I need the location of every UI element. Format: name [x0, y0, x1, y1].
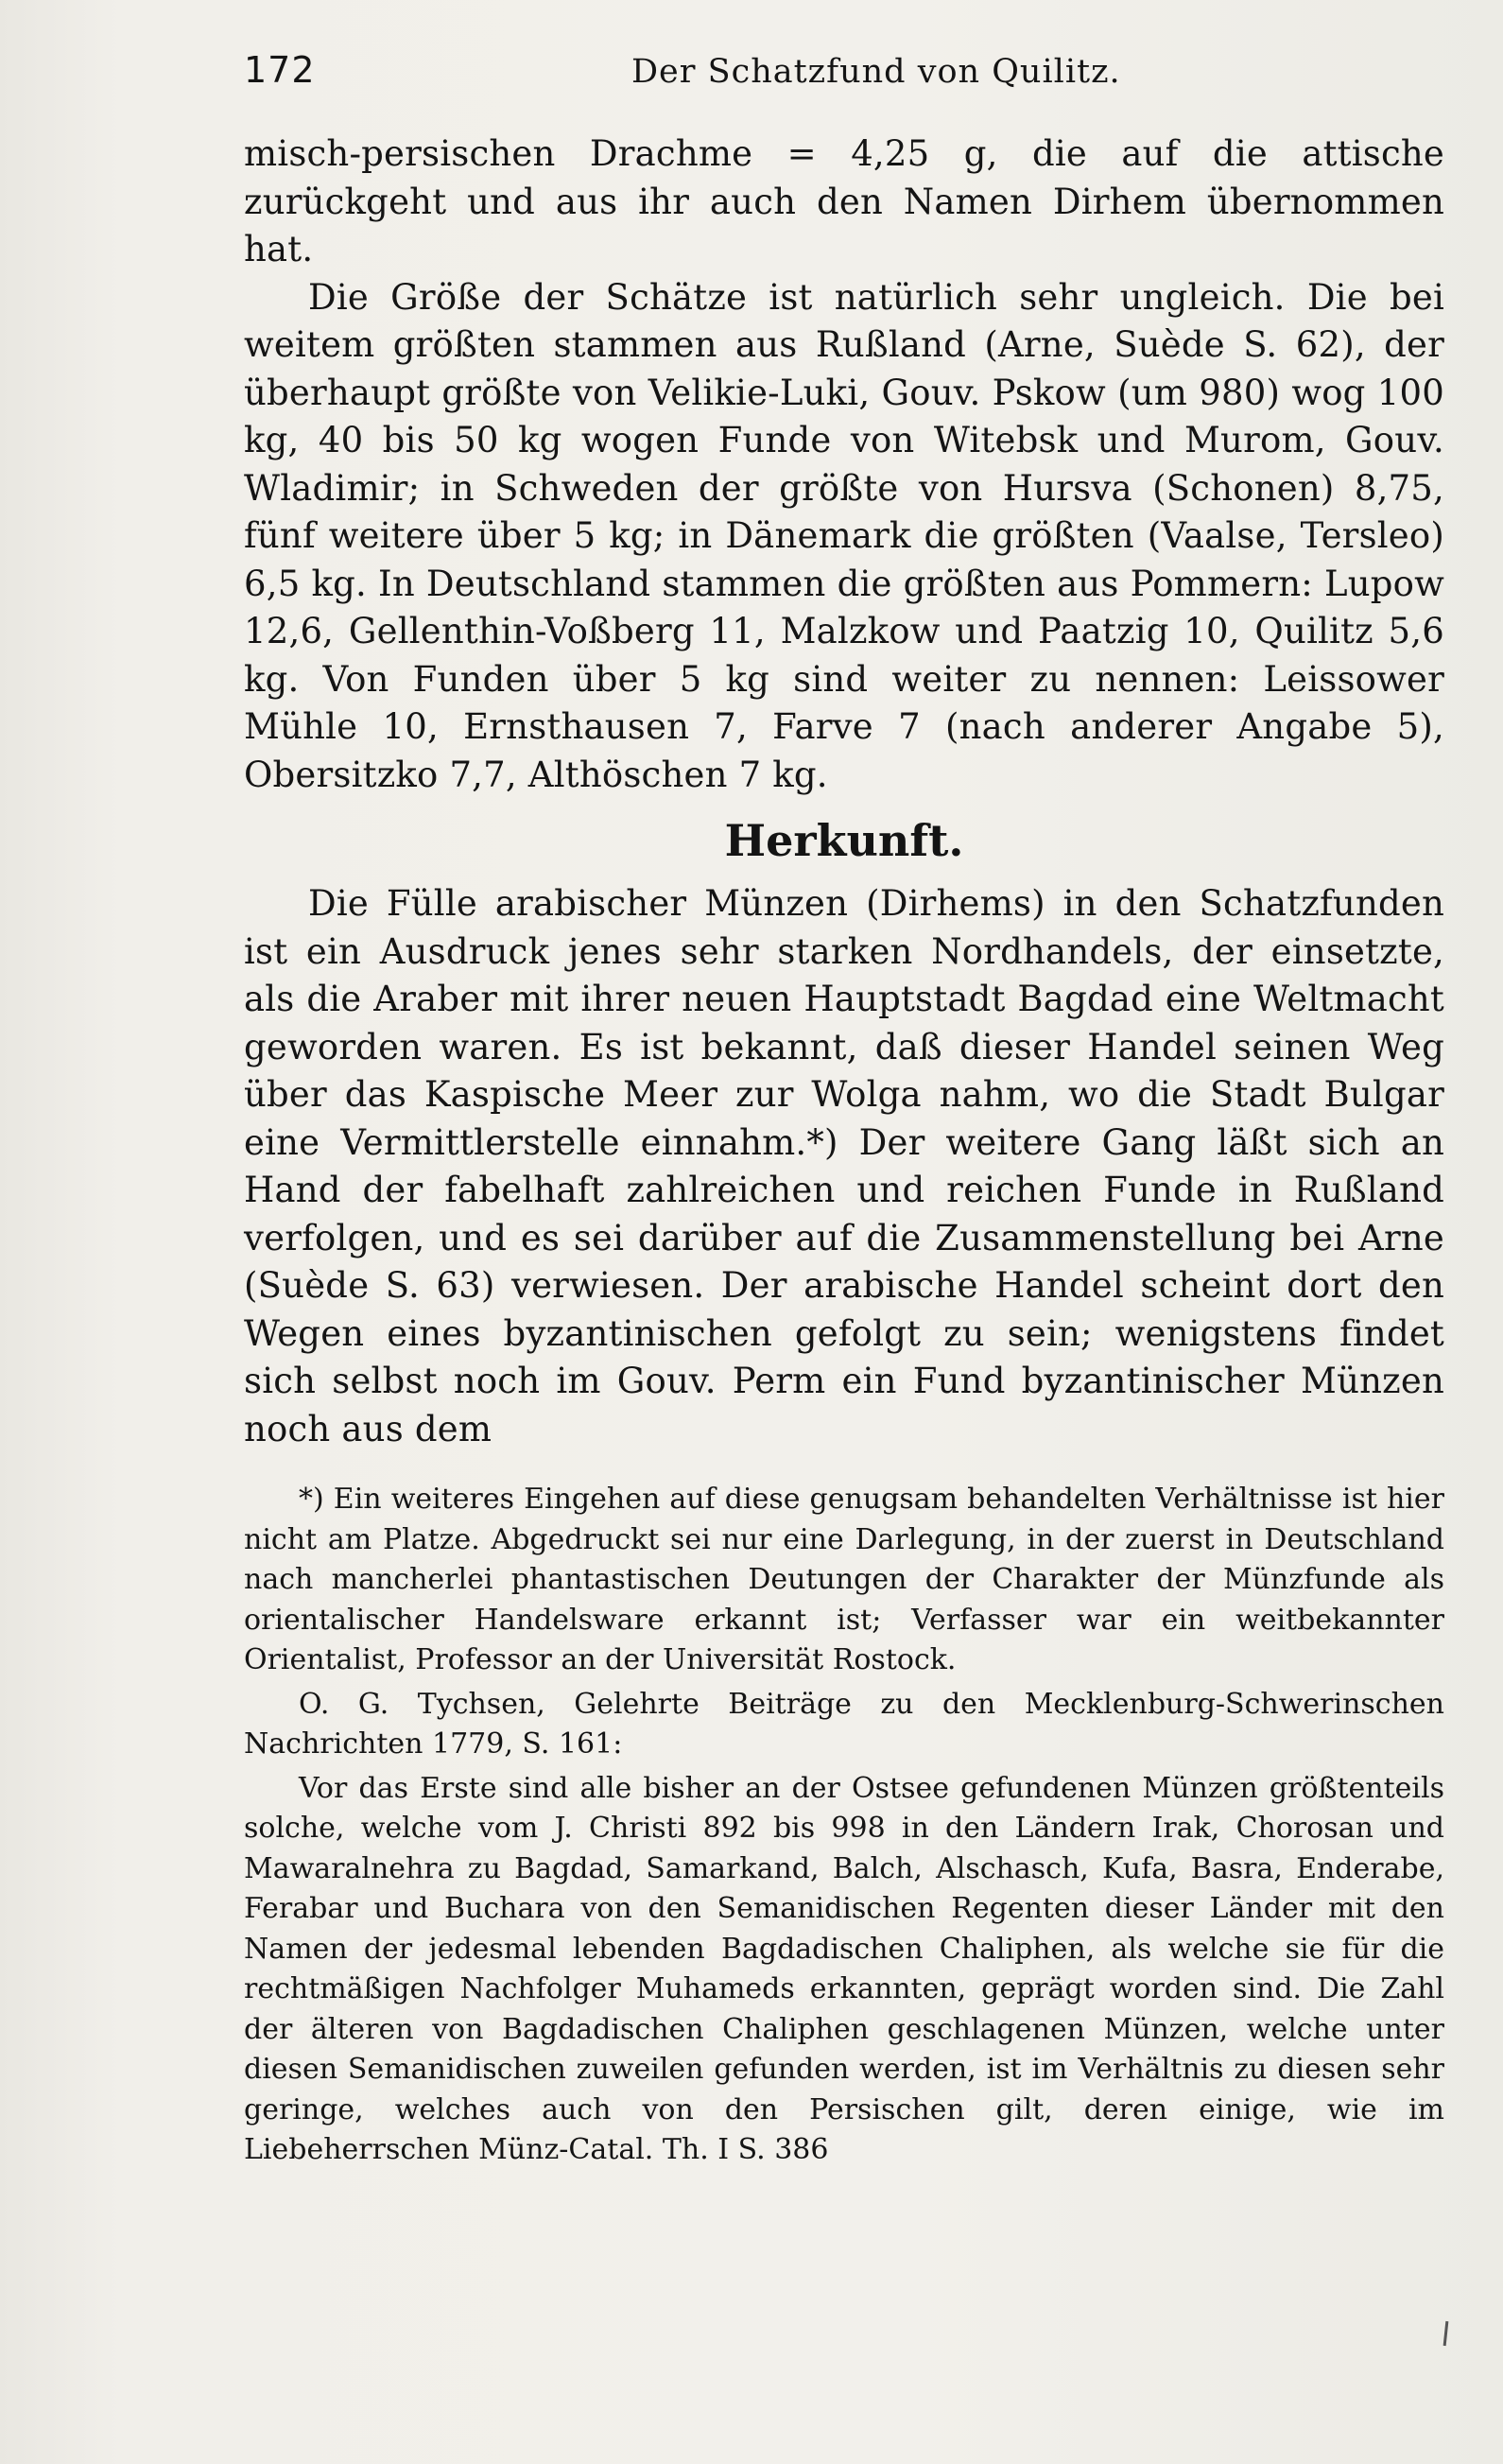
footnote-main: *) Ein weiteres Eingehen auf diese genugsam behandelten Verhältnisse ist hier nicht am Platze. Abgedruckt sei nur eine Darlegung, in der zuerst in Deutschland nach mancherlei phantastischen Deutungen der Charakter der Münzfunde als orientalischer Handelsware erkannt ist; Verfasser war ein weitbekannter Orientalist, Professor an der Universität Rostock. — [244, 1483, 1444, 1676]
margin-mark — [1443, 2321, 1449, 2346]
paragraph-hoard-sizes: Die Größe der Schätze ist natürlich sehr ungleich. Die bei weitem größten stammen aus Rußland (Arne, Suède S. 62), der überhaupt größte von Velikie-Luki, Gouv. Pskow (um 980) wog 100 kg, 40 bis 50 kg wogen Funde von Witebsk und Murom, Gouv. Wladimir; in Schweden der größte von Hursva (Schonen) 8,75, fünf weitere über 5 kg; in Dänemark die größten (Vaalse, Tersleo) 6,5 kg. In Deutschland stammen die größten aus Pommern: Lupow 12,6, Gellenthin-Voßberg 11, Malzkow und Paatzig 10, Quilitz 5,6 kg. Von Funden über 5 kg sind weiter zu nennen: Leissower Mühle 10, Ernsthausen 7, Farve 7 (nach anderer Angabe 5), Obersitzko 7,7, Althöschen 7 kg. — [244, 276, 1444, 795]
page-number: 172 — [244, 49, 316, 91]
main-text — [244, 130, 1444, 1453]
footnotes — [244, 1480, 1444, 2171]
page-header — [244, 49, 1444, 96]
footnote-citation: O. G. Tychsen, Gelehrte Beiträge zu den Mecklenburg-Schwerinschen Nachrichten 1779, S. 161: — [244, 1687, 1444, 1761]
section-heading: Herkunft. — [724, 815, 964, 866]
footnote-quotation: Vor das Erste sind alle bisher an der Ostsee gefundenen Münzen größtenteils solche, welche vom J. Christi 892 bis 998 in den Ländern Irak, Chorosan und Mawaralnehra zu Bagdad, Samarkand, Balch, Alschasch, Kufa, Basra, Enderabe, Ferabar und Buchara von den Semanidischen Regenten dieser Länder mit den Namen der jedesmal lebenden Bagdadischen Chaliphen, als welche sie für die rechtmäßigen Nachfolger Muhameds erkannten, geprägt worden sind. Die Zahl der älteren von Bagdadischen Chaliphen geschlagenen Münzen, welche unter diesen Semanidischen zuweilen gefunden werden, ist im Verhältnis zu diesen sehr geringe, welches auch von den Persischen gilt, deren einige, wie im Liebeherrschen Münz-Catal. Th. I S. 386 — [244, 1771, 1444, 2166]
paragraph-origin: Die Fülle arabischer Münzen (Dirhems) in den Schatzfunden ist ein Ausdruck jenes sehr starken Nordhandels, der einsetzte, als die Araber mit ihrer neuen Hauptstadt Bagdad eine Weltmacht geworden waren. Es ist bekannt, daß dieser Handel seinen Weg über das Kaspische Meer zur Wolga nahm, wo die Stadt Bulgar eine Vermittlerstelle einnahm.*) Der weitere Gang läßt sich an Hand der fabelhaft zahlreichen und reichen Funde in Rußland verfolgen, und es sei darüber auf die Zusammenstellung bei Arne (Suède S. 63) verwiesen. Der arabische Handel scheint dort den Wegen eines byzantinischen gefolgt zu sein; wenigstens findet sich selbst noch im Gouv. Perm ein Fund byzantinischer Münzen noch aus dem — [244, 883, 1444, 1449]
running-title: Der Schatzfund von Quilitz. — [631, 53, 1121, 91]
paragraph-continuation: misch-persischen Drachme = 4,25 g, die auf die attische zurückgeht und aus ihr auch den Namen Dirhem übernommen hat. — [244, 133, 1444, 269]
